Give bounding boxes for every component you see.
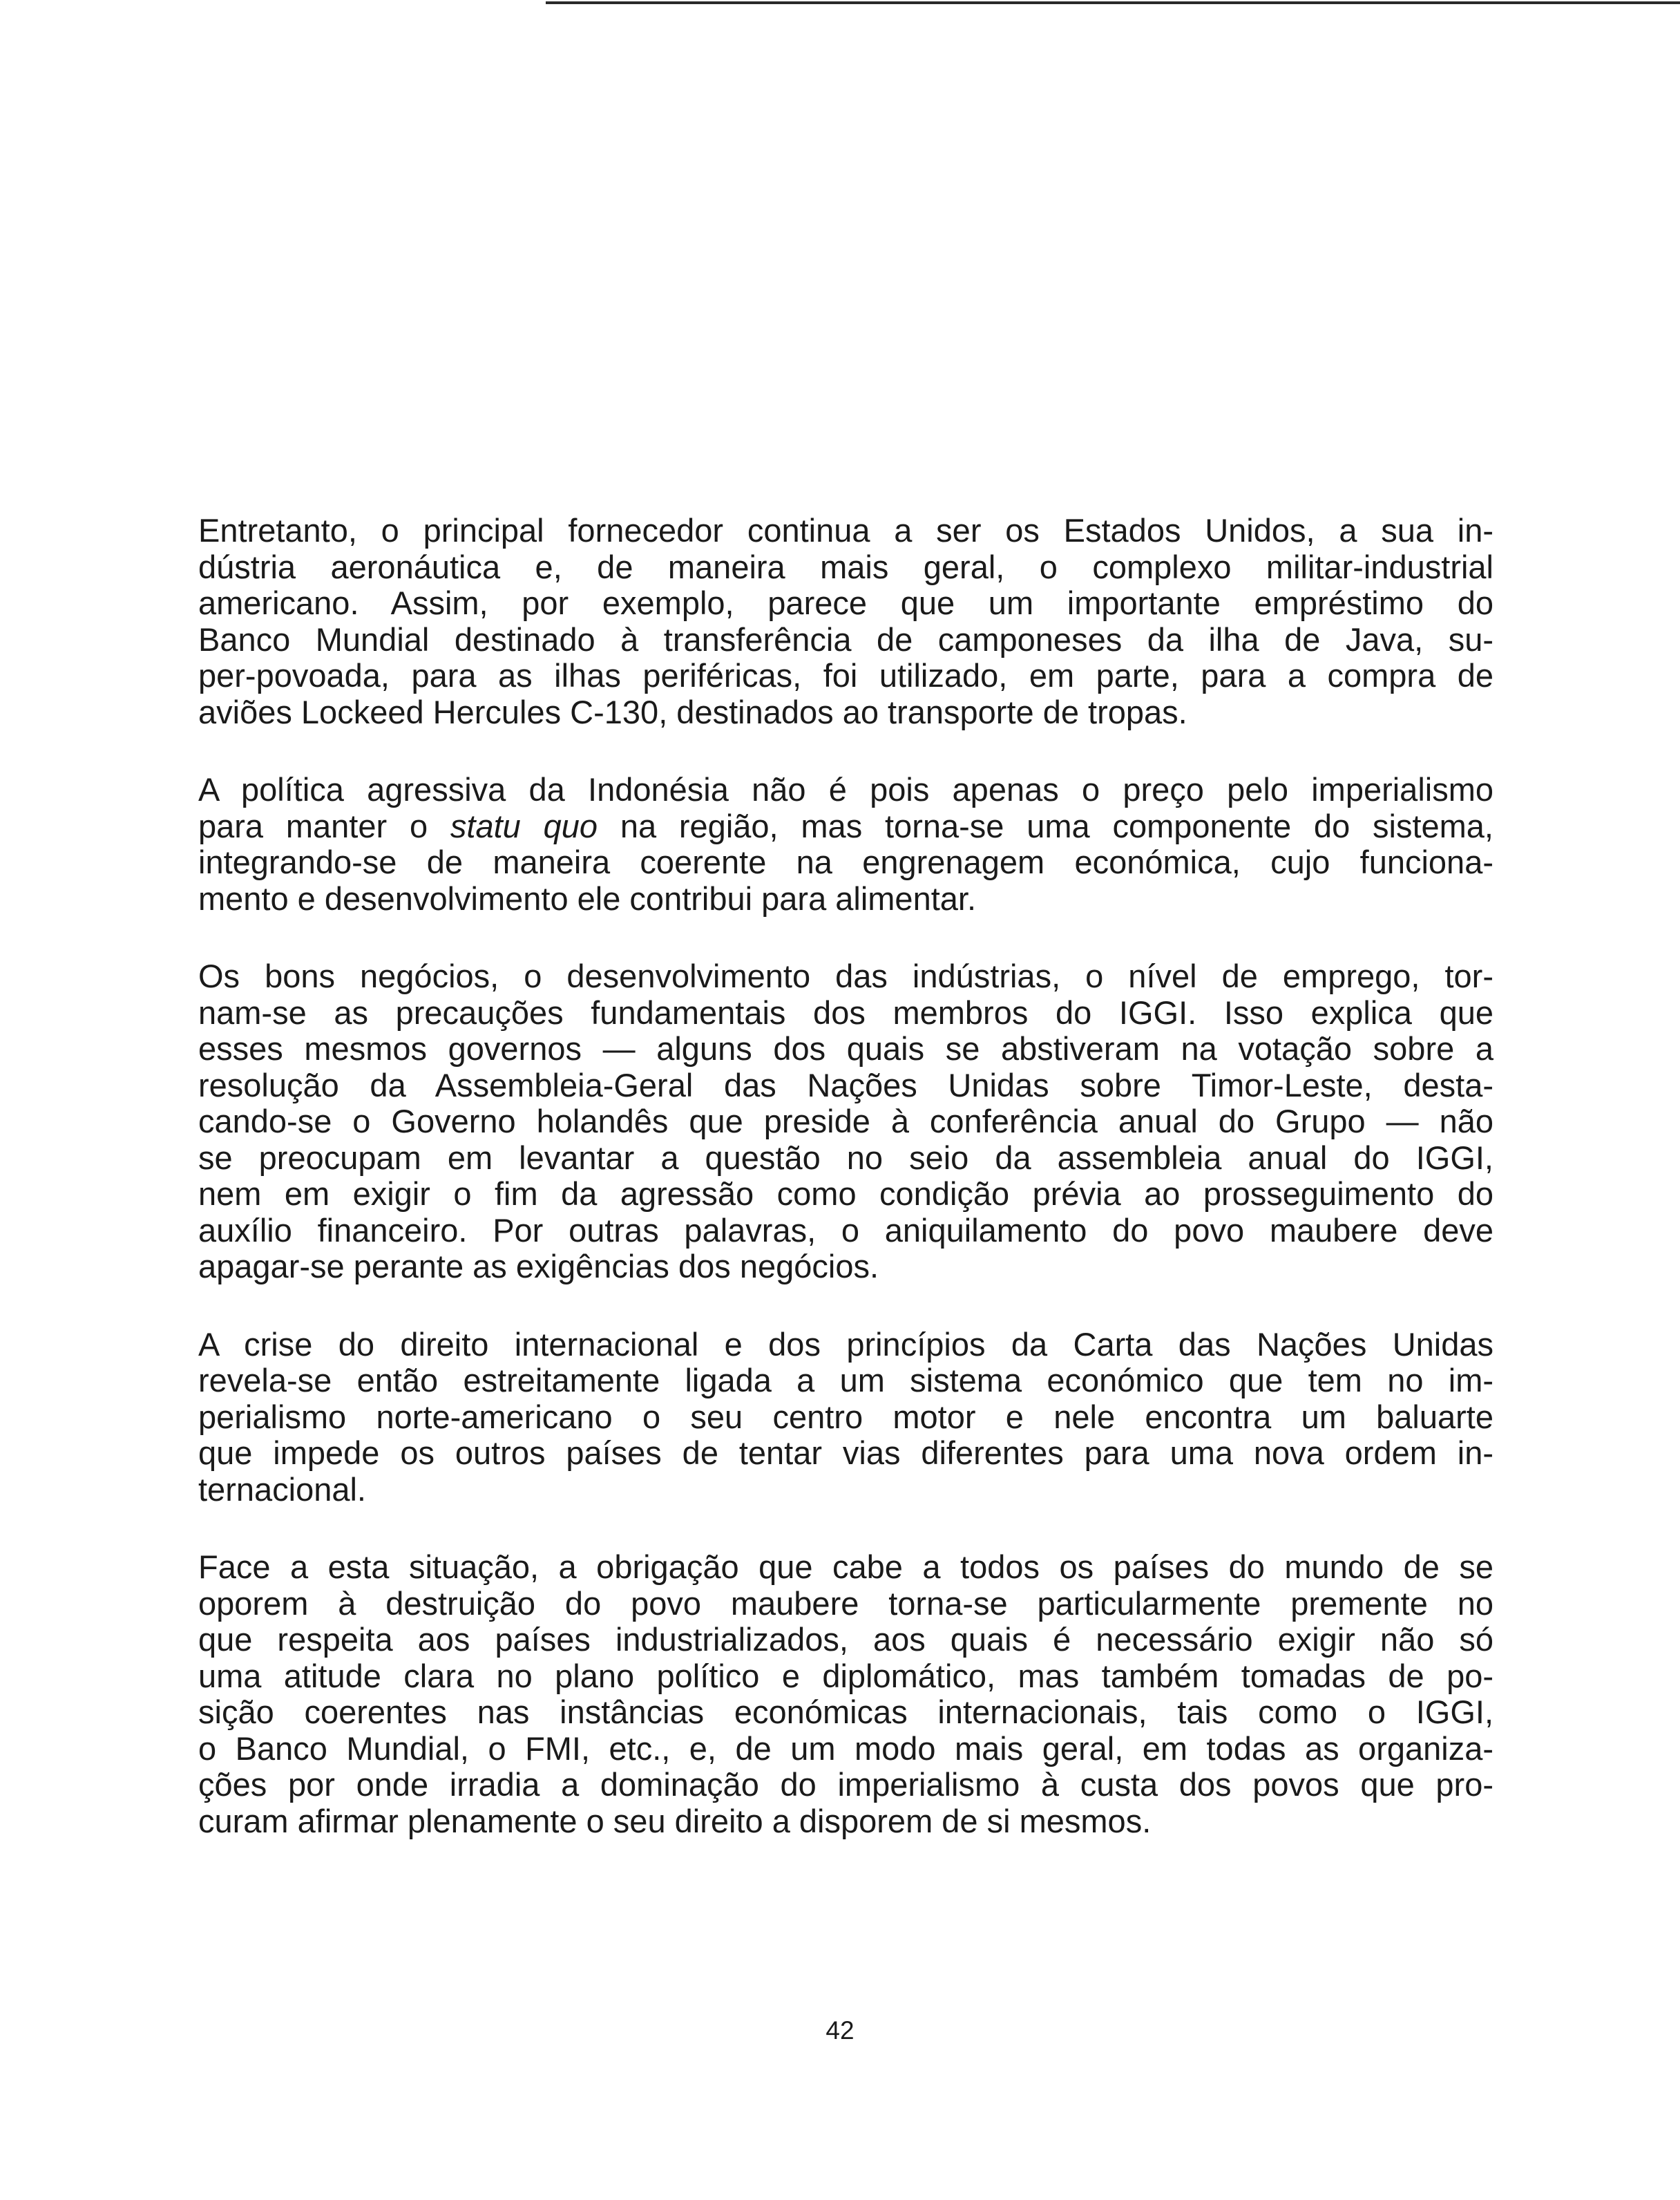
text-line: Face a esta situação, a obrigação que cabe a todos os países do mundo de se xyxy=(198,1548,1493,1585)
top-edge-rule xyxy=(546,1,1680,4)
text-line: nam-se as precauções fundamentais dos membros do IGGI. Isso explica que xyxy=(198,994,1493,1031)
text-line: sição coerentes nas instâncias económicas internacionais, tais como o IGGI, xyxy=(198,1694,1493,1730)
text-line: que impede os outros países de tentar vias diferentes para uma nova ordem in- xyxy=(198,1434,1493,1471)
paragraph-1 xyxy=(198,513,1493,730)
paragraph-4 xyxy=(198,1327,1493,1508)
text-line: apagar-se perante as exigências dos negócios. xyxy=(198,1248,879,1284)
text-line: aviões Lockeed Hercules C-130, destinados ao transporte de tropas. xyxy=(198,693,1187,730)
text-line: Banco Mundial destinado à transferência de camponeses da ilha de Java, su- xyxy=(198,620,1493,658)
text-line: se preocupam em levantar a questão no seio da assembleia anual do IGGI, xyxy=(198,1139,1493,1176)
text-line: uma atitude clara no plano político e diplomático, mas também tomadas de po- xyxy=(198,1657,1493,1694)
italic-phrase: statu quo xyxy=(450,807,598,844)
text-segment: para manter o xyxy=(198,807,450,844)
text-line: mento e desenvolvimento ele contribui para alimentar. xyxy=(198,880,977,917)
text-line: ções por onde irradia a dominação do imperialismo à custa dos povos que pro- xyxy=(198,1766,1493,1803)
text-segment: na região, mas torna-se uma componente do sistema, xyxy=(598,807,1493,844)
body-text xyxy=(198,513,1493,1881)
text-line: A crise do direito internacional e dos princípios da Carta das Nações Unidas xyxy=(198,1325,1493,1363)
text-line: esses mesmos governos — alguns dos quais se abstiveram na votação sobre a xyxy=(198,1030,1493,1067)
paragraph-5 xyxy=(198,1549,1493,1839)
text-line: resolução da Assembleia-Geral das Nações Unidas sobre Timor-Leste, desta- xyxy=(198,1066,1493,1103)
text-line: americano. Assim, por exemplo, parece que um importante empréstimo do xyxy=(198,585,1493,621)
text-line: Os bons negócios, o desenvolvimento das indústrias, o nível de emprego, tor- xyxy=(198,958,1493,994)
text-line: ternacional. xyxy=(198,1470,366,1508)
paragraph-2 xyxy=(198,772,1493,917)
text-line: que respeita aos países industrializados, aos quais é necessário exigir não só xyxy=(198,1621,1493,1658)
text-line: cando-se o Governo holandês que preside à conferência anual do Grupo — não xyxy=(198,1103,1493,1139)
text-line: curam afirmar plenamente o seu direito a disporem de si mesmos. xyxy=(198,1802,1152,1839)
text-line: A política agressiva da Indonésia não é pois apenas o preço pelo imperialismo xyxy=(198,771,1493,808)
paragraph-3 xyxy=(198,958,1493,1285)
text-line: revela-se então estreitamente ligada a um sistema económico que tem no im- xyxy=(198,1362,1493,1398)
text-line: per-povoada, para as ilhas periféricas, foi utilizado, em parte, para a compra de xyxy=(198,657,1493,694)
page-number: 42 xyxy=(825,2016,855,2045)
text-line: perialismo norte-americano o seu centro motor e nele encontra um baluarte xyxy=(198,1398,1493,1435)
text-line: o Banco Mundial, o FMI, etc., e, de um modo mais geral, em todas as organiza- xyxy=(198,1729,1493,1767)
text-line: oporem à destruição do povo maubere torna-se particularmente premente no xyxy=(198,1584,1493,1622)
text-line: auxílio financeiro. Por outras palavras, o aniquilamento do povo maubere deve xyxy=(198,1211,1493,1249)
text-line-with-italic xyxy=(198,808,1493,845)
text-line: nem em exigir o fim da agressão como condição prévia ao prosseguimento do xyxy=(198,1175,1493,1212)
text-line: dústria aeronáutica e, de maneira mais geral, o complexo militar-industrial xyxy=(198,548,1493,585)
text-line: integrando-se de maneira coerente na engrenagem económica, cujo funciona- xyxy=(198,844,1493,880)
text-line: Entretanto, o principal fornecedor continua a ser os Estados Unidos, a sua in- xyxy=(198,512,1493,549)
